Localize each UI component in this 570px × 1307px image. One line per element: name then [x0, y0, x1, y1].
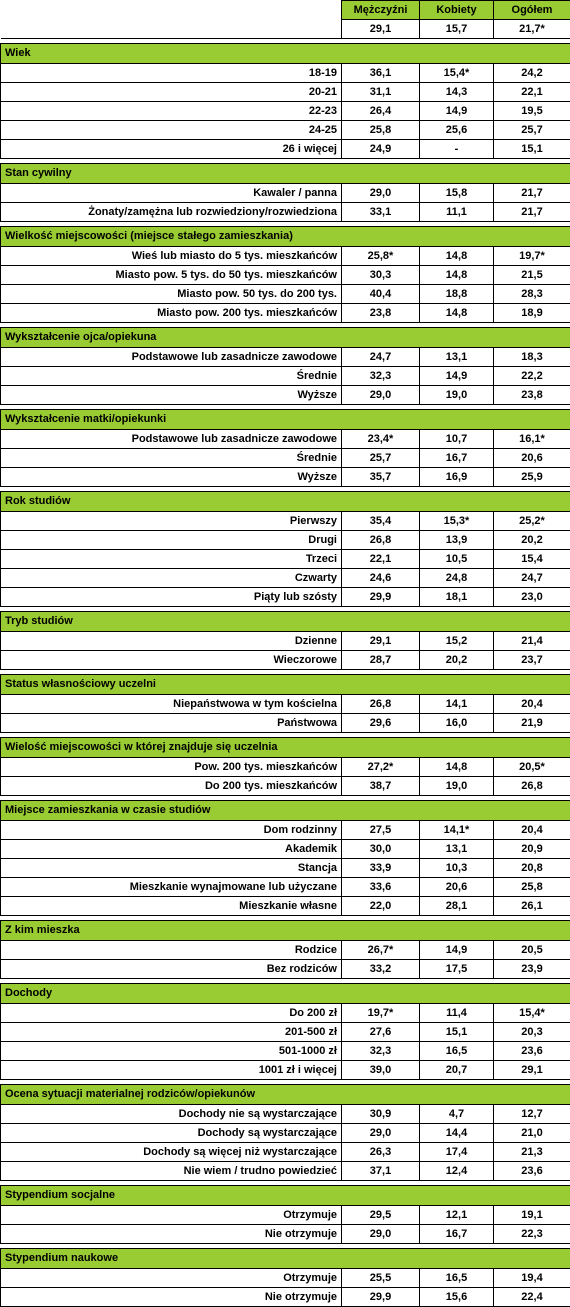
header-women: Kobiety	[420, 1, 494, 20]
value-total: 21,3	[494, 1143, 570, 1162]
table-row	[1, 840, 570, 859]
section-title: Stan cywilny	[1, 164, 570, 184]
section-title: Z kim mieszka	[1, 921, 570, 941]
row-label: Dochody są więcej niż wystarczające	[1, 1143, 342, 1162]
value-men: 33,1	[342, 203, 420, 222]
value-total: 20,6	[494, 449, 570, 468]
section-header-row	[1, 227, 570, 247]
section-title: Tryb studiów	[1, 612, 570, 632]
overall-label	[1, 20, 342, 39]
value-women: 14,9	[420, 941, 494, 960]
row-label: 1001 zł i więcej	[1, 1061, 342, 1080]
value-total: 20,3	[494, 1023, 570, 1042]
value-men: 38,7	[342, 777, 420, 796]
table-row	[1, 859, 570, 878]
value-men: 28,7	[342, 651, 420, 670]
value-men: 32,3	[342, 1042, 420, 1061]
value-women: 10,7	[420, 430, 494, 449]
table-row	[1, 821, 570, 840]
table-row	[1, 102, 570, 121]
value-total: 22,2	[494, 367, 570, 386]
value-men: 23,4*	[342, 430, 420, 449]
value-women: 20,7	[420, 1061, 494, 1080]
overall-men: 29,1	[342, 20, 420, 39]
value-women: 14,1*	[420, 821, 494, 840]
value-men: 26,3	[342, 1143, 420, 1162]
table-row	[1, 512, 570, 531]
value-women: 12,1	[420, 1206, 494, 1225]
value-total: 21,5	[494, 266, 570, 285]
table-row	[1, 367, 570, 386]
row-label: Wyższe	[1, 386, 342, 405]
value-women: 25,6	[420, 121, 494, 140]
value-men: 25,5	[342, 1269, 420, 1288]
table-row	[1, 83, 570, 102]
value-men: 22,1	[342, 550, 420, 569]
table-row	[1, 569, 570, 588]
value-total: 19,4	[494, 1269, 570, 1288]
table-row	[1, 1269, 570, 1288]
value-women: 13,9	[420, 531, 494, 550]
value-women: 15,2	[420, 632, 494, 651]
value-total: 15,4	[494, 550, 570, 569]
value-women: 10,3	[420, 859, 494, 878]
value-men: 29,0	[342, 386, 420, 405]
value-women: 15,1	[420, 1023, 494, 1042]
section-header-row	[1, 1186, 570, 1206]
section-header-row	[1, 328, 570, 348]
value-men: 32,3	[342, 367, 420, 386]
row-label: 20-21	[1, 83, 342, 102]
value-total: 22,1	[494, 83, 570, 102]
row-label: Bez rodziców	[1, 960, 342, 979]
value-total: 22,3	[494, 1225, 570, 1244]
row-label: 24-25	[1, 121, 342, 140]
section-title: Stypendium naukowe	[1, 1249, 570, 1269]
row-label: Do 200 zł	[1, 1004, 342, 1023]
value-total: 18,9	[494, 304, 570, 323]
value-women: 18,1	[420, 588, 494, 607]
value-women: 11,4	[420, 1004, 494, 1023]
table-row	[1, 531, 570, 550]
table-row	[1, 1042, 570, 1061]
row-label: 18-19	[1, 64, 342, 83]
value-men: 24,9	[342, 140, 420, 159]
value-women: 28,1	[420, 897, 494, 916]
table-row	[1, 941, 570, 960]
table-row	[1, 203, 570, 222]
section-header-row	[1, 984, 570, 1004]
value-women: 14,4	[420, 1124, 494, 1143]
table-row	[1, 430, 570, 449]
value-men: 29,6	[342, 714, 420, 733]
value-total: 26,8	[494, 777, 570, 796]
section-title: Rok studiów	[1, 492, 570, 512]
value-men: 33,2	[342, 960, 420, 979]
table-row	[1, 468, 570, 487]
row-label: Rodzice	[1, 941, 342, 960]
value-total: 20,8	[494, 859, 570, 878]
row-label: Otrzymuje	[1, 1269, 342, 1288]
table-row	[1, 777, 570, 796]
value-men: 29,9	[342, 1288, 420, 1307]
value-men: 23,8	[342, 304, 420, 323]
row-label: Mieszkanie własne	[1, 897, 342, 916]
statistics-table-body	[1, 1, 570, 1307]
table-row	[1, 1061, 570, 1080]
table-row	[1, 1124, 570, 1143]
table-row	[1, 588, 570, 607]
value-total: 24,7	[494, 569, 570, 588]
value-men: 29,5	[342, 1206, 420, 1225]
table-row	[1, 184, 570, 203]
value-total: 23,8	[494, 386, 570, 405]
value-men: 29,0	[342, 1124, 420, 1143]
value-total: 20,4	[494, 695, 570, 714]
section-title: Status własnościowy uczelni	[1, 675, 570, 695]
value-total: 19,1	[494, 1206, 570, 1225]
value-women: 20,6	[420, 878, 494, 897]
row-label: Żonaty/zamężna lub rozwiedziony/rozwiedziona	[1, 203, 342, 222]
header-men: Mężczyźni	[342, 1, 420, 20]
table-row	[1, 758, 570, 777]
header-total: Ogółem	[494, 1, 570, 20]
value-men: 27,2*	[342, 758, 420, 777]
value-women: 16,0	[420, 714, 494, 733]
value-total: 29,1	[494, 1061, 570, 1080]
value-total: 20,9	[494, 840, 570, 859]
value-men: 22,0	[342, 897, 420, 916]
table-row	[1, 1288, 570, 1307]
value-women: 16,9	[420, 468, 494, 487]
value-men: 29,0	[342, 184, 420, 203]
value-men: 33,9	[342, 859, 420, 878]
section-title: Wielkość miejscowości (miejsce stałego zamieszkania)	[1, 227, 570, 247]
table-row	[1, 386, 570, 405]
row-label: Pow. 200 tys. mieszkańców	[1, 758, 342, 777]
value-women: 11,1	[420, 203, 494, 222]
value-total: 25,8	[494, 878, 570, 897]
row-label: Kawaler / panna	[1, 184, 342, 203]
value-women: 14,1	[420, 695, 494, 714]
table-row	[1, 1004, 570, 1023]
value-men: 24,6	[342, 569, 420, 588]
section-title: Wykształcenie ojca/opiekuna	[1, 328, 570, 348]
value-total: 25,2*	[494, 512, 570, 531]
value-total: 16,1*	[494, 430, 570, 449]
value-men: 29,1	[342, 632, 420, 651]
overall-total: 21,7*	[494, 20, 570, 39]
value-men: 30,3	[342, 266, 420, 285]
table-row	[1, 714, 570, 733]
value-women: 16,5	[420, 1269, 494, 1288]
section-title: Miejsce zamieszkania w czasie studiów	[1, 801, 570, 821]
value-total: 21,4	[494, 632, 570, 651]
header-row	[1, 1, 570, 20]
value-men: 35,7	[342, 468, 420, 487]
row-label: 201-500 zł	[1, 1023, 342, 1042]
row-label: Średnie	[1, 449, 342, 468]
section-header-row	[1, 1249, 570, 1269]
value-men: 33,6	[342, 878, 420, 897]
value-men: 27,6	[342, 1023, 420, 1042]
value-men: 31,1	[342, 83, 420, 102]
table-row	[1, 1143, 570, 1162]
value-total: 23,0	[494, 588, 570, 607]
value-women: 14,8	[420, 266, 494, 285]
row-label: 22-23	[1, 102, 342, 121]
value-women: 17,4	[420, 1143, 494, 1162]
value-women: 14,8	[420, 758, 494, 777]
value-total: 20,4	[494, 821, 570, 840]
row-label: Podstawowe lub zasadnicze zawodowe	[1, 430, 342, 449]
section-title: Dochody	[1, 984, 570, 1004]
value-women: 15,4*	[420, 64, 494, 83]
value-total: 19,7*	[494, 247, 570, 266]
table-row	[1, 285, 570, 304]
section-title: Wiek	[1, 44, 570, 64]
value-women: 10,5	[420, 550, 494, 569]
row-label: Stancja	[1, 859, 342, 878]
section-title: Ocena sytuacji materialnej rodziców/opiekunów	[1, 1085, 570, 1105]
value-total: 21,7	[494, 184, 570, 203]
row-label: Średnie	[1, 367, 342, 386]
value-total: 21,0	[494, 1124, 570, 1143]
section-header-row	[1, 1085, 570, 1105]
row-label: Nie otrzymuje	[1, 1225, 342, 1244]
value-total: 15,1	[494, 140, 570, 159]
value-women: 14,8	[420, 247, 494, 266]
table-row	[1, 960, 570, 979]
row-label: Miasto pow. 50 tys. do 200 tys.	[1, 285, 342, 304]
value-women: 24,8	[420, 569, 494, 588]
value-women: 20,2	[420, 651, 494, 670]
row-label: Dochody nie są wystarczające	[1, 1105, 342, 1124]
overall-women: 15,7	[420, 20, 494, 39]
table-row	[1, 550, 570, 569]
section-header-row	[1, 801, 570, 821]
value-women: 14,8	[420, 304, 494, 323]
header-corner	[1, 1, 342, 20]
value-total: 25,9	[494, 468, 570, 487]
table-row	[1, 140, 570, 159]
value-men: 25,8*	[342, 247, 420, 266]
table-row	[1, 266, 570, 285]
value-men: 37,1	[342, 1162, 420, 1181]
table-row	[1, 1225, 570, 1244]
section-header-row	[1, 921, 570, 941]
section-title: Wielość miejscowości w której znajduje się uczelnia	[1, 738, 570, 758]
table-row	[1, 651, 570, 670]
table-row	[1, 1105, 570, 1124]
section-header-row	[1, 612, 570, 632]
section-header-row	[1, 675, 570, 695]
row-label: Drugi	[1, 531, 342, 550]
row-label: Państwowa	[1, 714, 342, 733]
value-total: 23,7	[494, 651, 570, 670]
row-label: Podstawowe lub zasadnicze zawodowe	[1, 348, 342, 367]
value-total: 25,7	[494, 121, 570, 140]
value-total: 21,9	[494, 714, 570, 733]
value-total: 23,6	[494, 1042, 570, 1061]
value-women: 17,5	[420, 960, 494, 979]
value-women: -	[420, 140, 494, 159]
value-women: 14,9	[420, 102, 494, 121]
row-label: Wieczorowe	[1, 651, 342, 670]
row-label: Pierwszy	[1, 512, 342, 531]
row-label: Nie otrzymuje	[1, 1288, 342, 1307]
section-title: Stypendium socjalne	[1, 1186, 570, 1206]
value-total: 18,3	[494, 348, 570, 367]
table-row	[1, 348, 570, 367]
row-label: Akademik	[1, 840, 342, 859]
section-header-row	[1, 164, 570, 184]
value-women: 12,4	[420, 1162, 494, 1181]
value-women: 15,6	[420, 1288, 494, 1307]
value-women: 4,7	[420, 1105, 494, 1124]
row-label: Niepaństwowa w tym kościelna	[1, 695, 342, 714]
table-row	[1, 1162, 570, 1181]
value-women: 13,1	[420, 348, 494, 367]
value-men: 26,4	[342, 102, 420, 121]
value-total: 20,2	[494, 531, 570, 550]
row-label: Dzienne	[1, 632, 342, 651]
value-men: 29,0	[342, 1225, 420, 1244]
value-men: 25,8	[342, 121, 420, 140]
row-label: Miasto pow. 5 tys. do 50 tys. mieszkańców	[1, 266, 342, 285]
table-row	[1, 1206, 570, 1225]
row-label: Do 200 tys. mieszkańców	[1, 777, 342, 796]
value-men: 29,9	[342, 588, 420, 607]
table-row	[1, 247, 570, 266]
value-women: 14,9	[420, 367, 494, 386]
table-row	[1, 121, 570, 140]
value-total: 22,4	[494, 1288, 570, 1307]
value-men: 35,4	[342, 512, 420, 531]
value-total: 24,2	[494, 64, 570, 83]
value-total: 23,6	[494, 1162, 570, 1181]
table-row	[1, 695, 570, 714]
row-label: Wyższe	[1, 468, 342, 487]
section-header-row	[1, 44, 570, 64]
section-header-row	[1, 492, 570, 512]
value-men: 26,7*	[342, 941, 420, 960]
row-label: 26 i więcej	[1, 140, 342, 159]
section-title: Wykształcenie matki/opiekunki	[1, 410, 570, 430]
section-header-row	[1, 410, 570, 430]
value-total: 12,7	[494, 1105, 570, 1124]
value-women: 16,7	[420, 449, 494, 468]
table-row	[1, 449, 570, 468]
value-women: 16,5	[420, 1042, 494, 1061]
row-label: Mieszkanie wynajmowane lub użyczane	[1, 878, 342, 897]
value-total: 23,9	[494, 960, 570, 979]
row-label: Dom rodzinny	[1, 821, 342, 840]
value-women: 19,0	[420, 777, 494, 796]
table-row	[1, 1023, 570, 1042]
table-row	[1, 632, 570, 651]
value-total: 21,7	[494, 203, 570, 222]
row-label: Wieś lub miasto do 5 tys. mieszkańców	[1, 247, 342, 266]
value-men: 19,7*	[342, 1004, 420, 1023]
table-row	[1, 878, 570, 897]
value-women: 15,8	[420, 184, 494, 203]
row-label: Otrzymuje	[1, 1206, 342, 1225]
overall-row	[1, 20, 570, 39]
value-men: 30,9	[342, 1105, 420, 1124]
value-women: 15,3*	[420, 512, 494, 531]
value-men: 24,7	[342, 348, 420, 367]
value-total: 20,5	[494, 941, 570, 960]
table-row	[1, 304, 570, 323]
value-women: 13,1	[420, 840, 494, 859]
value-total: 15,4*	[494, 1004, 570, 1023]
value-women: 16,7	[420, 1225, 494, 1244]
row-label: Nie wiem / trudno powiedzieć	[1, 1162, 342, 1181]
value-men: 27,5	[342, 821, 420, 840]
value-women: 19,0	[420, 386, 494, 405]
value-women: 18,8	[420, 285, 494, 304]
value-women: 14,3	[420, 83, 494, 102]
value-men: 40,4	[342, 285, 420, 304]
value-total: 26,1	[494, 897, 570, 916]
row-label: Dochody są wystarczające	[1, 1124, 342, 1143]
value-total: 28,3	[494, 285, 570, 304]
value-total: 19,5	[494, 102, 570, 121]
row-label: Piąty lub szósty	[1, 588, 342, 607]
row-label: Miasto pow. 200 tys. mieszkańców	[1, 304, 342, 323]
table-row	[1, 64, 570, 83]
value-men: 39,0	[342, 1061, 420, 1080]
value-men: 26,8	[342, 531, 420, 550]
value-men: 26,8	[342, 695, 420, 714]
value-men: 25,7	[342, 449, 420, 468]
row-label: Trzeci	[1, 550, 342, 569]
value-total: 20,5*	[494, 758, 570, 777]
section-header-row	[1, 738, 570, 758]
row-label: 501-1000 zł	[1, 1042, 342, 1061]
row-label: Czwarty	[1, 569, 342, 588]
value-men: 36,1	[342, 64, 420, 83]
table-row	[1, 897, 570, 916]
value-men: 30,0	[342, 840, 420, 859]
